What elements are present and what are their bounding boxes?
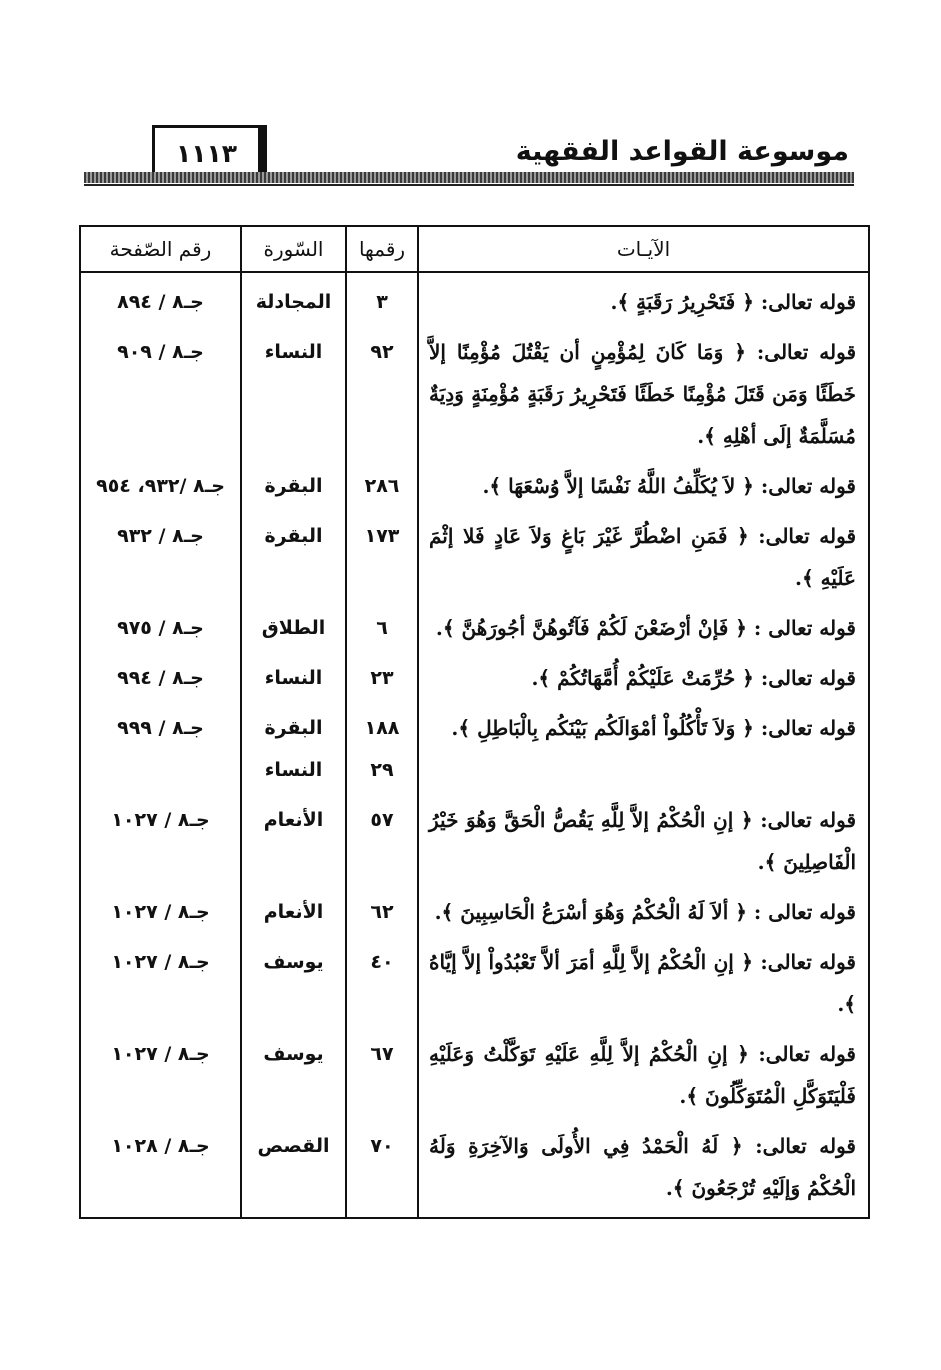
table-row (80, 649, 869, 699)
verse-cell: قوله تعالى: ﴿ إنِ الْحُكْمُ إلاَّ لِلَّهِ يَقُصُّ الْحَقَّ وَهُوَ خَيْرُ الْفَاصِلِينَ ﴾. (418, 791, 869, 883)
header-rule-line (84, 184, 854, 186)
header-rule (84, 172, 854, 183)
page-ref-cell: جـ٨ / ٩٩٤ (80, 649, 241, 699)
table-header-row (80, 226, 869, 272)
verse-number-cell: ٦ (346, 599, 418, 649)
verse-number: ١٨٨ (364, 717, 400, 739)
verse-cell: قوله تعالى : ﴿ فَإنْ أرْضَعْنَ لَكُمْ فَآتُوهُنَّ أجُورَهُنَّ ﴾. (418, 599, 869, 649)
page-ref-cell: جـ٨ / ١٠٢٧ (80, 883, 241, 933)
verse-number-cell: ٥٧ (346, 791, 418, 883)
column-header-number: رقمها (346, 226, 418, 272)
surah-cell: القصص (241, 1117, 346, 1209)
table-row (80, 1025, 869, 1117)
surah-cell: الأنعام (241, 883, 346, 933)
surah-cell: النساء (241, 649, 346, 699)
verse-number-cell: ٦٢ (346, 883, 418, 933)
filler-cell (418, 1209, 869, 1218)
page-ref-cell: جـ٨ / ١٠٢٧ (80, 791, 241, 883)
verse-number-cell: ٩٢ (346, 323, 418, 457)
verse-number-secondary: ٢٩ (370, 759, 394, 781)
table-row (80, 323, 869, 457)
page-number: ١١١٣ (175, 138, 238, 168)
verse-cell: قوله تعالى: ﴿ فَتَحْرِيرُ رَقَبَةٍ ﴾. (418, 272, 869, 323)
verse-number-cell (346, 699, 418, 791)
filler-cell (80, 1209, 241, 1218)
surah-cell: الأنعام (241, 791, 346, 883)
verse-number-cell: ٣ (346, 272, 418, 323)
table-row (80, 933, 869, 1025)
column-header-surah: السّورة (241, 226, 346, 272)
page-ref-cell: جـ٨ / ١٠٢٨ (80, 1117, 241, 1209)
table-filler-row (80, 1209, 869, 1218)
surah-name-secondary: النساء (264, 759, 323, 781)
verse-number-cell: ٤٠ (346, 933, 418, 1025)
verse-number-cell: ٢٨٦ (346, 457, 418, 507)
verse-cell: قوله تعالى: ﴿ فَمَنِ اضْطُرَّ غَيْرَ بَاغٍ وَلاَ عَادٍ فَلا إثْمَ عَلَيْهِ ﴾. (418, 507, 869, 599)
surah-cell: يوسف (241, 1025, 346, 1117)
table-row (80, 883, 869, 933)
page-ref-cell: جـ٨ / ٩٠٩ (80, 323, 241, 457)
table-row (80, 791, 869, 883)
page-ref-cell: جـ٨ /٩٣٢، ٩٥٤ (80, 457, 241, 507)
verse-number-cell: ٦٧ (346, 1025, 418, 1117)
verse-number-cell: ١٧٣ (346, 507, 418, 599)
filler-cell (241, 1209, 346, 1218)
page-ref-cell: جـ٨ / ٩٣٢ (80, 507, 241, 599)
verse-cell: قوله تعالى: ﴿ وَمَا كَانَ لِمُؤْمِنٍ أن يَقْتُلَ مُؤْمِنًا إلاَّ خَطَئًا وَمَن قَتَلَ مُؤْمِنًا خَطَئًا فَتَحْرِيرُ رَقَبَةٍ مُؤْمِنَةٍ وَدِيَةٌ مُسَلَّمَةٌ إلَى أهْلِهِ ﴾. (418, 323, 869, 457)
surah-cell: النساء (241, 323, 346, 457)
table-row (80, 1117, 869, 1209)
verse-cell: قوله تعالى: ﴿ لَهُ الْحَمْدُ فِي الأُولَى وَالآخِرَةِ وَلَهُ الْحُكْمُ وَإلَيْهِ تُرْجَعُونَ ﴾. (418, 1117, 869, 1209)
verse-cell: قوله تعالى: ﴿ إنِ الْحُكْمُ إلاَّ لِلَّهِ أمَرَ ألاَّ تَعْبُدُواْ إلاَّ إيَّاهُ ﴾. (418, 933, 869, 1025)
table-row (80, 699, 869, 791)
surah-cell: البقرة (241, 507, 346, 599)
verse-cell: قوله تعالى: ﴿ حُرِّمَتْ عَلَيْكُمْ أُمَّهَاتُكُمْ ﴾. (418, 649, 869, 699)
verse-cell: قوله تعالى: ﴿ إنِ الْحُكْمُ إلاَّ لِلَّهِ عَلَيْهِ تَوَكَّلْتُ وَعَلَيْهِ فَلْيَتَوَكَّلِ الْمُتَوَكِّلُونَ ﴾. (418, 1025, 869, 1117)
verse-cell: قوله تعالى: ﴿ وَلاَ تَأْكُلُواْ أمْوَالَكُم بَيْنَكُم بِالْبَاطِلِ ﴾. (418, 699, 869, 791)
verse-cell: قوله تعالى : ﴿ ألاَ لَهُ الْحُكْمُ وَهُوَ أسْرَعُ الْحَاسِبِينَ ﴾. (418, 883, 869, 933)
surah-cell: المجادلة (241, 272, 346, 323)
table-row (80, 272, 869, 323)
page-ref-cell: جـ٨ / ٨٩٤ (80, 272, 241, 323)
table-row (80, 507, 869, 599)
page-ref-cell: جـ٨ / ١٠٢٧ (80, 933, 241, 1025)
verses-index-table (79, 225, 870, 1219)
column-header-verses: الآيـات (418, 226, 869, 272)
surah-name: البقرة (264, 717, 323, 739)
page-ref-cell: جـ٨ / ١٠٢٧ (80, 1025, 241, 1117)
surah-cell (241, 699, 346, 791)
page-ref-cell: جـ٨ / ٩٧٥ (80, 599, 241, 649)
column-header-page: رقم الصّفحة (80, 226, 241, 272)
verse-number-cell: ٧٠ (346, 1117, 418, 1209)
verse-cell: قوله تعالى: ﴿ لاَ يُكَلِّفُ اللَّهُ نَفْسًا إلاَّ وُسْعَهَا ﴾. (418, 457, 869, 507)
surah-cell: يوسف (241, 933, 346, 1025)
verse-number-cell: ٢٣ (346, 649, 418, 699)
table-row (80, 457, 869, 507)
filler-cell (346, 1209, 418, 1218)
surah-cell: البقرة (241, 457, 346, 507)
table-row (80, 599, 869, 649)
running-header-title: موسوعة القواعد الفقهية (515, 136, 849, 167)
page-ref-cell: جـ٨ / ٩٩٩ (80, 699, 241, 791)
surah-cell: الطلاق (241, 599, 346, 649)
